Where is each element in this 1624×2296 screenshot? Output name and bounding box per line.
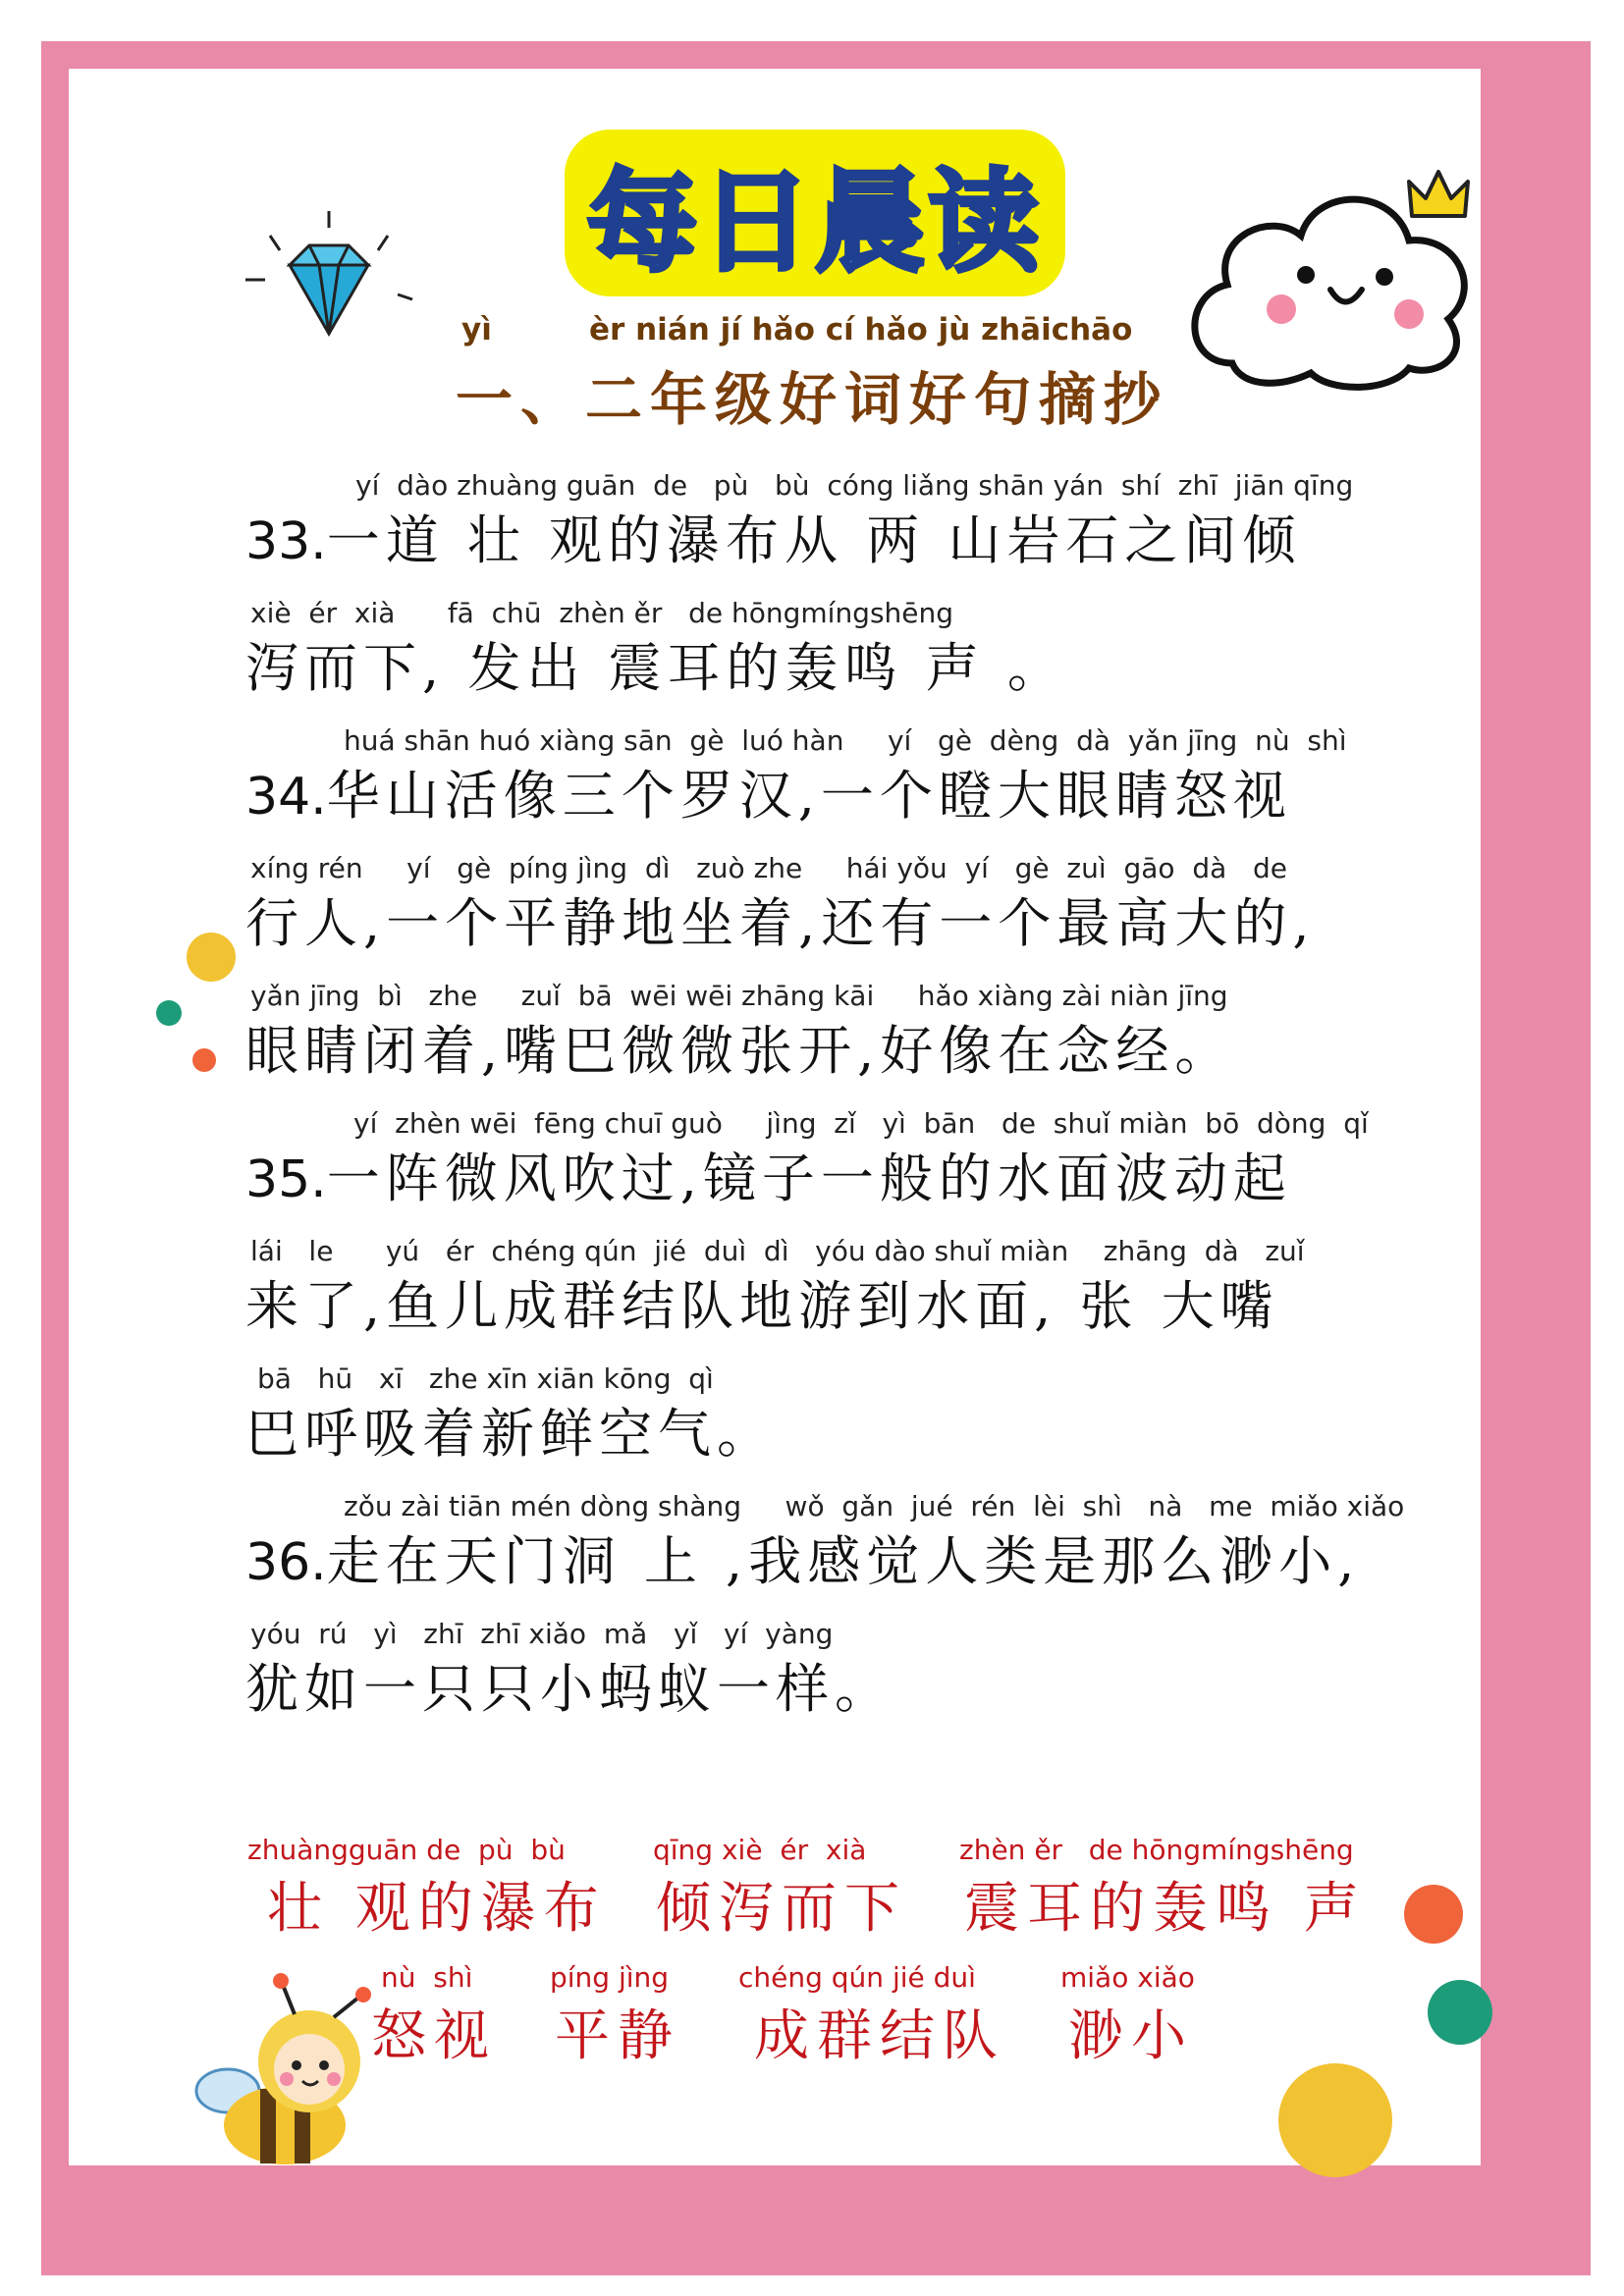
sentence-33-line-1 [245,499,1301,574]
sentence-text: 一阵微风吹过,镜子一般的水面波动起 [326,1148,1292,1209]
subtitle-pinyin-1: yì [461,312,492,347]
crown-icon [1404,167,1473,226]
vocab-word: 平静 [555,2004,680,2068]
sentence-text: 华山活像三个罗汉,一个瞪大眼睛怒视 [326,765,1292,827]
vocab-word: 怒视 [371,2004,497,2068]
vocab-word: 震耳的轰鸣 声 [964,1877,1367,1941]
vocab-pinyin: píng jìng [550,1961,670,1994]
sentence-34-pinyin-3: yǎn jīng bì zhe zuǐ bā wēi wēi zhāng kāi hǎo xiàng zài niàn jīng [250,980,1228,1012]
sentence-33-pinyin-2: xiè ér xià fā chū zhèn ěr de hōngmíngshēng [250,597,954,629]
sentence-text: 一道 壮 观的瀑布从 两 山岩石之间倾 [326,509,1302,571]
sentence-35-pinyin-3: bā hū xī zhe xīn xiān kōng qì [257,1362,714,1395]
polka-dot-icon [1257,1865,1512,2189]
sentence-34-pinyin-1: huá shān huó xiàng sān gè luó hàn yí gè dèng dà yǎn jīng nù shì [344,724,1347,757]
sentence-35-line-3: 巴呼吸着新鲜空气。 [245,1403,776,1465]
sentence-36-pinyin-2: yóu rú yì zhī zhī xiǎo mǎ yǐ yí yàng [250,1618,834,1650]
subtitle: 一、二年级好词好句摘抄 [455,366,1168,433]
vocab-pinyin: chéng qún jié duì [738,1961,976,1994]
sentence-number: 36. [245,1533,327,1592]
vocab-pinyin: qīng xiè ér xià [653,1834,867,1866]
sentence-number: 35. [245,1150,327,1209]
sentence-35-pinyin-1: yí zhèn wēi fēng chuī guò jìng zǐ yì bān de shuǐ miàn bō dòng qǐ [353,1107,1369,1140]
vocab-word: 倾泻而下 [656,1877,907,1941]
sentence-35-pinyin-2: lái le yú ér chéng qún jié duì dì yóu dào shuǐ miàn zhāng dà zuǐ [250,1235,1305,1267]
page-title: 每日晨读 [587,158,1043,287]
sentence-34-pinyin-2: xíng rén yí gè píng jìng dì zuò zhe hái yǒu yí gè zuì gāo dà de [250,852,1287,884]
sentence-34-line-3: 眼睛闭着,嘴巴微微张开,好像在念经。 [245,1020,1234,1082]
subtitle-pinyin-2: èr nián jí hǎo cí hǎo jù zhāichāo [589,312,1133,347]
sentence-35-line-2: 来了,鱼儿成群结队地游到水面, 张 大嘴 [245,1275,1279,1337]
vocab-word: 成群结队 [754,2004,1005,2068]
diamond-icon [241,206,417,344]
sentence-number: 34. [245,768,327,827]
title-badge [565,130,1065,296]
sentence-text: 走在天门洞 上 ,我感觉人类是那么渺小, [326,1530,1361,1592]
sentence-33-pinyin-1: yí dào zhuàng guān de pù bù cóng liǎng shān yán shí zhī jiān qīng [355,469,1354,502]
sentence-34-line-1 [245,754,1292,829]
sentence-36-line-1 [245,1520,1360,1595]
vocab-pinyin: miǎo xiǎo [1060,1961,1195,1994]
vocab-pinyin: zhuàngguān de pù bù [247,1834,566,1866]
vocab-word: 壮 观的瀑布 [267,1877,607,1941]
bee-icon [167,1963,403,2179]
sentence-36-pinyin-1: zǒu zài tiān mén dòng shàng wǒ gǎn jué rén lèi shì nà me miǎo xiǎo [344,1490,1405,1522]
sentence-34-line-2: 行人,一个平静地坐着,还有一个最高大的, [245,892,1316,954]
sentence-number: 33. [245,512,327,571]
sentence-33-line-2: 泻而下, 发出 震耳的轰鸣 声 。 [245,637,1066,699]
sentence-35-line-1 [245,1137,1292,1212]
vocab-pinyin: nù shì [381,1961,473,1994]
vocab-pinyin: zhèn ěr de hōngmíngshēng [959,1834,1354,1866]
vocab-word: 渺小 [1068,2004,1194,2068]
polka-dot-icon [147,923,236,1080]
sentence-36-line-2: 犹如一只只小蚂蚁一样。 [245,1658,893,1720]
